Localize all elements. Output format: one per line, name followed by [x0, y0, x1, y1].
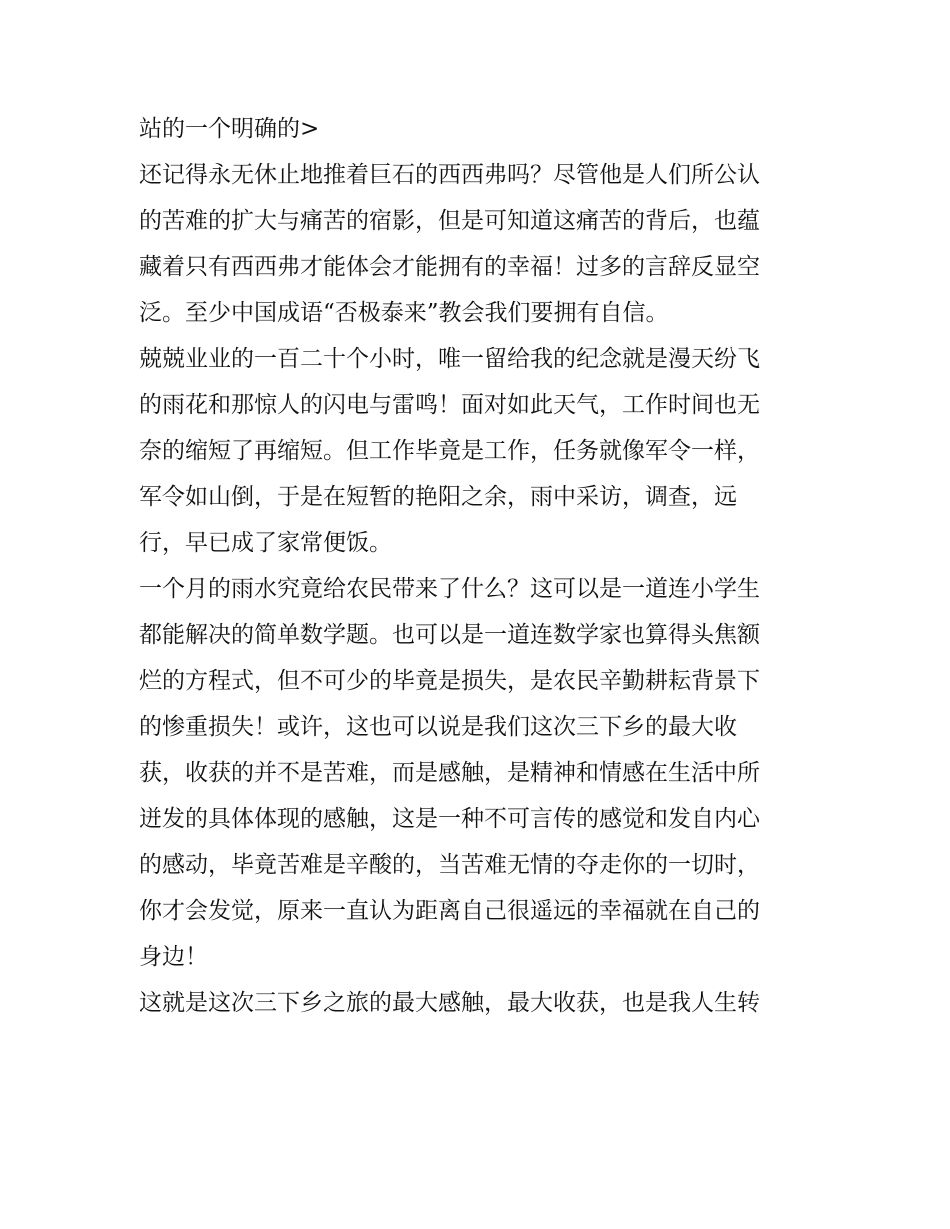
- text-line: 迸发的具体体现的感触，这是一种不可言传的感觉和发自内心: [139, 806, 760, 832]
- text-line: 还记得永无休止地推着巨石的西西弗吗？尽管他是人们所公认: [139, 162, 760, 188]
- text-line: 行，早已成了家常便饭。: [139, 530, 392, 556]
- text-line: 的雨花和那惊人的闪电与雷鸣！面对如此天气，工作时间也无: [139, 392, 760, 418]
- text-line: 的感动，毕竟苦难是辛酸的，当苦难无情的夺走你的一切时，: [139, 852, 760, 878]
- text-line: 兢兢业业的一百二十个小时，唯一留给我的纪念就是漫天纷飞: [139, 346, 760, 372]
- text-line: 的惨重损失！或许，这也可以说是我们这次三下乡的最大收: [139, 714, 737, 740]
- text-line: 军令如山倒，于是在短暂的艳阳之余，雨中采访，调查，远: [139, 484, 737, 510]
- text-line: 的苦难的扩大与痛苦的宿影，但是可知道这痛苦的背后，也蕴: [139, 208, 760, 234]
- text-line: 都能解决的简单数学题。也可以是一道连数学家也算得头焦额: [139, 622, 760, 648]
- text-line: 你才会发觉，原来一直认为距离自己很遥远的幸福就在自己的: [139, 898, 760, 924]
- text-line: 获，收获的并不是苦难，而是感触，是精神和情感在生活中所: [139, 760, 760, 786]
- text-line: 这就是这次三下乡之旅的最大感触，最大收获，也是我人生转: [139, 990, 760, 1016]
- text-line: 烂的方程式，但不可少的毕竟是损失，是农民辛勤耕耘背景下: [139, 668, 760, 694]
- text-line: 藏着只有西西弗才能体会才能拥有的幸福！过多的言辞反显空: [139, 254, 760, 280]
- document-body: [139, 106, 819, 1026]
- text-line: 一个月的雨水究竟给农民带来了什么？这可以是一道连小学生: [139, 576, 760, 602]
- text-line: 身边！: [139, 944, 208, 970]
- text-line: 泛。至少中国成语“否极泰来”教会我们要拥有自信。: [139, 300, 669, 326]
- text-line: 站的一个明确的>: [139, 116, 320, 142]
- text-line: 奈的缩短了再缩短。但工作毕竟是工作，任务就像军令一样，: [139, 438, 760, 464]
